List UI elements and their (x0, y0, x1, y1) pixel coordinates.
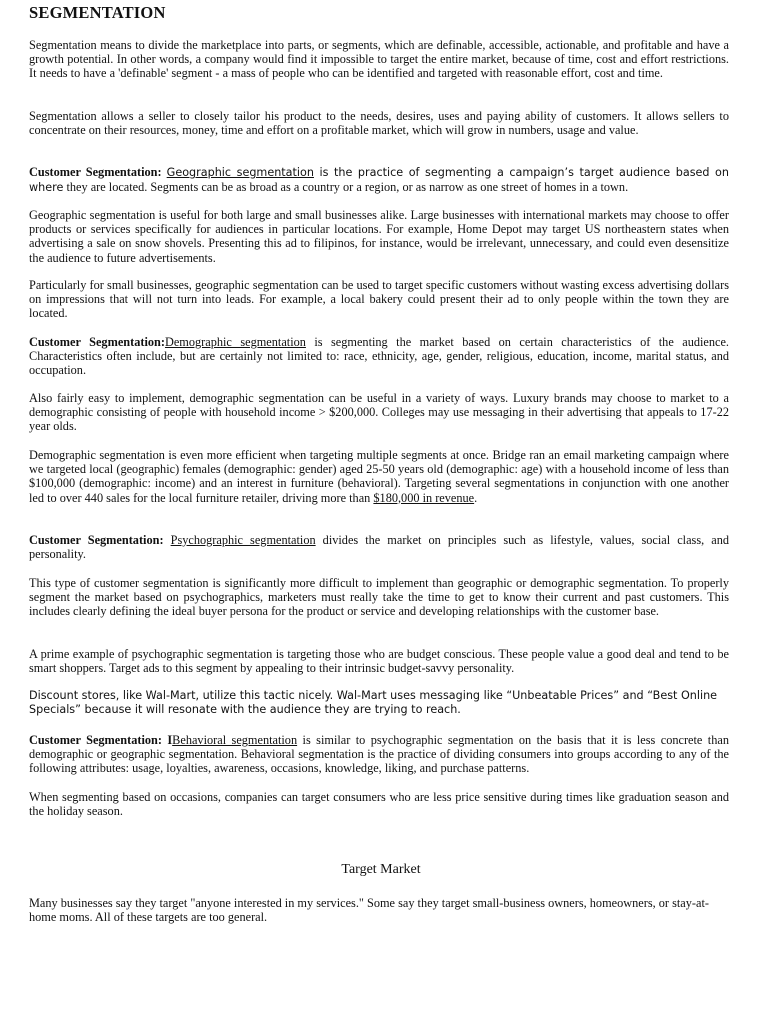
paragraph-psychographic-difficulty: This type of customer segmentation is significantly more difficult to implement than geographic or demographic segmentation. To properly segment the market based on psychographics, marketers must really take the time to get to know their current and past customers. This includes clearly defining the ideal buyer persona for the product or service and developing relationships with the customer base. (29, 576, 729, 619)
paragraph-behavioral (29, 733, 729, 776)
paragraph-small-business: Particularly for small businesses, geographic segmentation can be used to target specific customers without wasting excess advertising dollars on impressions that will not turn into leads. For example, a local bakery could present their ad to only people within the town they are located. (29, 278, 729, 321)
psychographic-definition: divides the market on principles such as lifestyle, values, social class, and personality. (29, 533, 729, 562)
demographic-segmentation-link[interactable]: Demographic segmentation (164, 335, 306, 349)
geographic-label: Customer Segmentation: (29, 165, 167, 179)
section-heading-target-market: Target Market (341, 862, 421, 877)
geographic-definition-cont: they are located. Segments can be as broad as a country or a region, or as narrow as one street of homes in a town. (66, 180, 629, 195)
paragraph-tailoring: Segmentation allows a seller to closely tailor his product to the needs, desires, uses and paying ability of customers. It allows sellers to concentrate on their resources, money, time and effort on a profitable market, which will grow in numbers, usage and value. (29, 109, 729, 138)
geographic-definition: is the practice of segmenting a campaign’s target audience based on where (29, 166, 729, 195)
paragraph-geographic-uses: Geographic segmentation is useful for both large and small businesses alike. Large businesses with international markets may choose to offer products or services specifically for audiences in particular locations. For example, Home Depot may target US northeastern states when advertising a sale on snow shovels. Presenting this ad to filipinos, for instance, would be irrelevant, unnecessary, and could even desensitize the audience to future advertisements. (29, 208, 729, 265)
geographic-segmentation-link[interactable]: Geographic segmentation (166, 166, 314, 179)
paragraph-target-market: Many businesses say they target "anyone interested in my services." Some say they target small-business owners, homeowners, or stay-at-home moms. All of these targets are too general. (29, 896, 709, 925)
revenue-link[interactable]: $180,000 in revenue (373, 490, 475, 505)
behavioral-label: Customer Segmentation: I (29, 733, 173, 747)
psychographic-label: Customer Segmentation: (29, 533, 171, 547)
paragraph-geographic (29, 165, 729, 195)
paragraph-budget-conscious: A prime example of psychographic segmentation is targeting those who are budget conscious. These people value a good deal and tend to be smart shoppers. Target ads to this segment by appealing to their intrinsic budget-savvy personality. (29, 647, 729, 676)
multiple-segments-end: . (474, 490, 478, 505)
psychographic-segmentation-link[interactable]: Psychographic segmentation (170, 533, 316, 547)
paragraph-multiple-segments (29, 448, 729, 505)
multiple-segments-text: Demographic segmentation is even more efficient when targeting multiple segments at once. Bridge ran an email marketing campaign where we targeted local (geographic) females (demographic: gender) aged 25-50 years old (demographic: age) with a household income of less than $100,000 (demographic: income) and an interest in furniture (behavioral). Targeting several segmentations in conjunction with one another led to over 440 sales for the local furniture retailer, driving more than (29, 448, 729, 505)
paragraph-demographic-uses: Also fairly easy to implement, demographic segmentation can be useful in a variety of ways. Luxury brands may choose to market to a demographic consisting of people with household income > $200,000. Colleges may use messaging in their advertising that appeals to 17-22 year olds. (29, 391, 729, 434)
behavioral-definition: is similar to psychographic segmentation on the basis that it is less concrete than demographic or geographic segmentation. Behavioral segmentation is the practice of dividing consumers into groups according to any of the following attributes: usage, loyalties, awareness, occasions, knowledge, liking, and purchase patterns. (29, 733, 729, 776)
behavioral-segmentation-link[interactable]: Behavioral segmentation (172, 733, 298, 747)
paragraph-demographic (29, 335, 729, 378)
demographic-definition: is segmenting the market based on certain characteristics of the audience. Characteristics often include, but are certainly not limited to: race, ethnicity, age, gender, religious, education, income, marital status, and occupation. (29, 335, 729, 378)
demographic-label: Customer Segmentation: (29, 335, 165, 349)
paragraph-definition: Segmentation means to divide the marketplace into parts, or segments, which are definable, accessible, actionable, and profitable and have a growth potential. In other words, a company would find it impossible to target the entire market, because of time, cost and effort restrictions. It needs to have a 'definable' segment - a mass of people who can be identified and targeted with reasonable effort, cost and time. (29, 38, 729, 81)
document-title: SEGMENTATION (29, 3, 166, 22)
paragraph-psychographic (29, 533, 729, 561)
paragraph-occasions: When segmenting based on occasions, companies can target consumers who are less price sensitive during times like graduation season and the holiday season. (29, 790, 729, 819)
walmart-line-2: Specials” because it will resonate with the audience they are trying to reach. (29, 703, 461, 717)
paragraph-walmart (29, 689, 729, 717)
walmart-line-1: Discount stores, like Wal-Mart, utilize this tactic nicely. Wal-Mart uses messaging like “Unbeatable Prices” and “Best Online (29, 689, 718, 702)
